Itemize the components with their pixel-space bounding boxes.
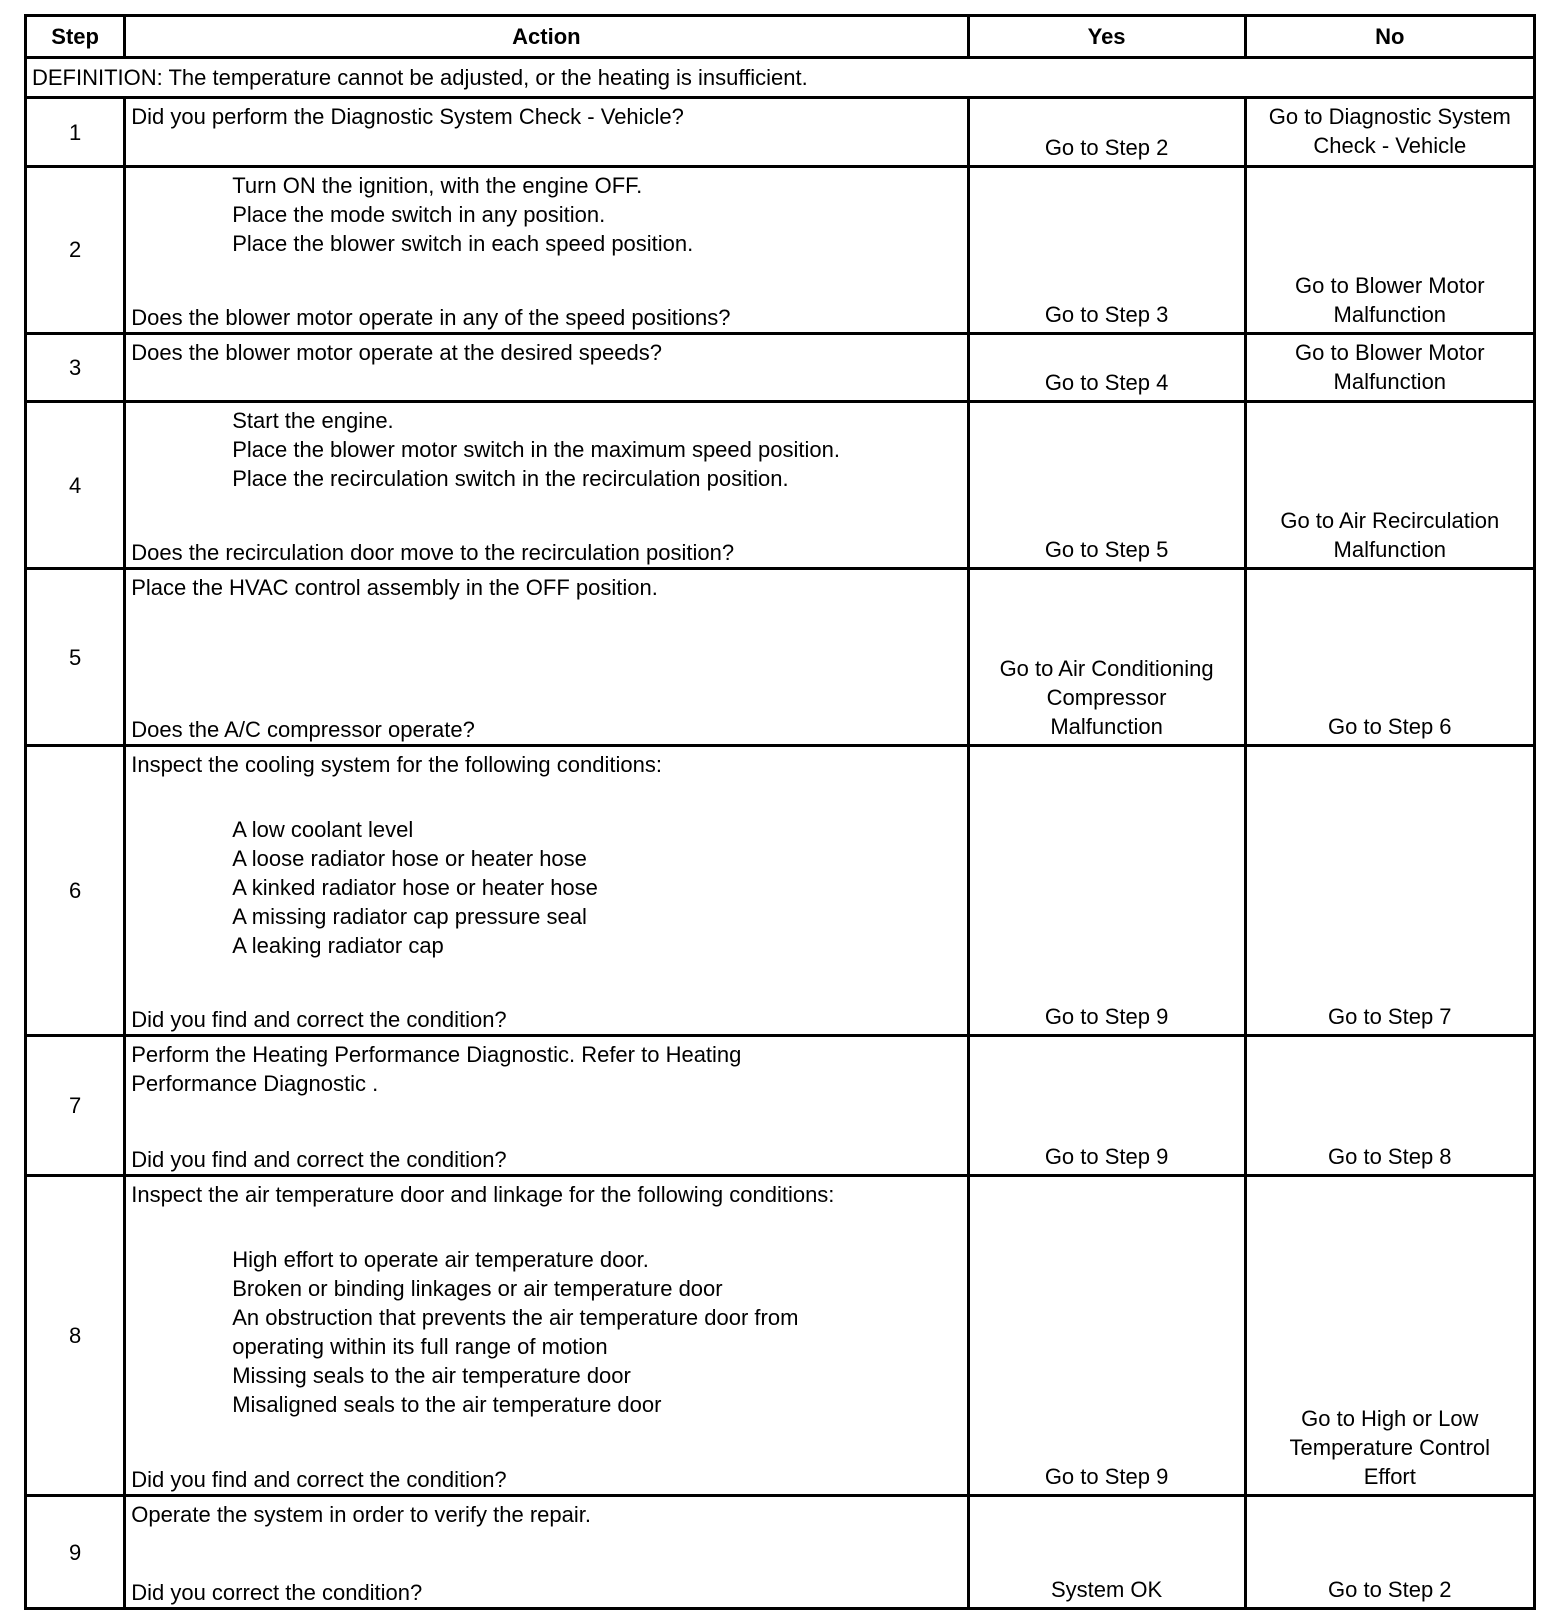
action-step: A kinked radiator hose or heater hose (232, 875, 598, 901)
step-number: 7 (26, 1035, 125, 1176)
action-cell (125, 569, 968, 746)
yes-text: Go to Air Conditioning (999, 656, 1214, 682)
action-steps (131, 1245, 966, 1419)
no-text: Temperature Control (1289, 1435, 1491, 1461)
yes-text: Go to Step 9 (1044, 1003, 1169, 1029)
action-cell (125, 333, 968, 401)
action-question: Does the A/C compressor operate? (131, 717, 475, 743)
no-text: Effort (1363, 1464, 1416, 1490)
yes-cell (968, 333, 1245, 401)
action-question: Did you find and correct the condition? (131, 1467, 507, 1493)
yes-cell (968, 1176, 1245, 1496)
header-row (26, 16, 1535, 58)
action-step: Turn ON the ignition, with the engine OFF. (232, 172, 643, 198)
no-cell (1245, 166, 1534, 333)
no-text: Malfunction (1333, 301, 1447, 327)
action-text: Performance Diagnostic . (131, 1070, 379, 1096)
table-row (26, 1035, 1535, 1176)
table-row (26, 1496, 1535, 1609)
table-row (26, 569, 1535, 746)
action-step: Place the blower switch in each speed position. (232, 230, 694, 256)
action-cell (125, 98, 968, 166)
table-row (26, 1176, 1535, 1496)
action-step: A low coolant level (232, 817, 414, 843)
no-cell (1245, 1176, 1534, 1496)
action-step: Place the mode switch in any position. (232, 201, 606, 227)
yes-text: Malfunction (1050, 714, 1163, 740)
yes-cell (968, 98, 1245, 166)
action-text: Perform the Heating Performance Diagnostic. Refer to Heating (131, 1041, 742, 1067)
action-cell (125, 166, 968, 333)
step-number: 2 (26, 166, 125, 333)
definition-text: DEFINITION: The temperature cannot be adjusted, or the heating is insufficient. (26, 58, 1535, 98)
action-cell (125, 1176, 968, 1496)
action-step: Start the engine. (232, 408, 394, 434)
action-text: Place the HVAC control assembly in the OFF position. (131, 575, 658, 601)
action-steps (131, 171, 966, 258)
header-yes: Yes (968, 16, 1245, 58)
table-row (26, 746, 1535, 1036)
step-number: 3 (26, 333, 125, 401)
yes-cell (968, 1496, 1245, 1609)
step-number: 8 (26, 1176, 125, 1496)
yes-text: Go to Step 9 (1044, 1464, 1169, 1490)
action-step: Misaligned seals to the air temperature door (232, 1392, 662, 1418)
action-question: Did you find and correct the condition? (131, 1147, 507, 1173)
no-text: Malfunction (1333, 368, 1447, 394)
table-row (26, 333, 1535, 401)
diagnostic-table (24, 14, 1536, 1610)
action-step: A missing radiator cap pressure seal (232, 904, 587, 930)
action-cell (125, 1496, 968, 1609)
no-cell (1245, 1496, 1534, 1609)
action-question: Did you correct the condition? (131, 1580, 423, 1605)
yes-text: Go to Step 5 (1044, 537, 1169, 563)
no-text: Go to Step 7 (1328, 1003, 1452, 1029)
action-step: An obstruction that prevents the air temperature door from (232, 1305, 799, 1331)
step-number: 5 (26, 569, 125, 746)
header-step: Step (26, 16, 125, 58)
table-row (26, 402, 1535, 569)
yes-cell (968, 402, 1245, 569)
no-text: Go to Step 8 (1328, 1144, 1452, 1170)
no-text: Go to Blower Motor (1295, 339, 1485, 365)
yes-cell (968, 166, 1245, 333)
no-cell (1245, 569, 1534, 746)
action-steps (131, 406, 966, 493)
action-step: A leaking radiator cap (232, 933, 444, 959)
yes-text: Compressor (1046, 685, 1167, 711)
action-step: operating within its full range of motion (232, 1334, 608, 1360)
action-step: Missing seals to the air temperature door (232, 1363, 631, 1389)
action-question: Does the recirculation door move to the recirculation position? (131, 540, 735, 566)
no-text: Go to High or Low (1301, 1406, 1479, 1432)
header-no: No (1245, 16, 1534, 58)
step-number: 4 (26, 402, 125, 569)
table-row (26, 98, 1535, 166)
step-number: 1 (26, 98, 125, 166)
action-text: Operate the system in order to verify the repair. (131, 1502, 591, 1528)
yes-cell (968, 569, 1245, 746)
yes-text: Go to Step 4 (1044, 370, 1169, 396)
table-row (26, 166, 1535, 333)
yes-text: System OK (1050, 1577, 1163, 1602)
action-text: Inspect the air temperature door and linkage for the following conditions: (131, 1182, 835, 1208)
action-steps (131, 815, 966, 960)
action-step: Place the blower motor switch in the maximum speed position. (232, 437, 840, 463)
action-text: Does the blower motor operate at the desired speeds? (131, 339, 662, 365)
step-number: 6 (26, 746, 125, 1036)
no-cell (1245, 1035, 1534, 1176)
action-text: Inspect the cooling system for the following conditions: (131, 752, 662, 778)
action-question: Does the blower motor operate in any of the speed positions? (131, 304, 731, 330)
definition-row (26, 58, 1535, 98)
action-step: Place the recirculation switch in the recirculation position. (232, 466, 789, 492)
action-step: A loose radiator hose or heater hose (232, 846, 587, 872)
action-question: Did you find and correct the condition? (131, 1006, 507, 1032)
yes-text: Go to Step 3 (1044, 301, 1169, 327)
header-action: Action (125, 16, 968, 58)
step-number: 9 (26, 1496, 125, 1609)
action-text: Did you perform the Diagnostic System Check - Vehicle? (131, 104, 684, 130)
action-cell (125, 746, 968, 1036)
no-text: Go to Diagnostic System (1268, 104, 1511, 130)
no-cell (1245, 746, 1534, 1036)
yes-text: Go to Step 2 (1044, 134, 1169, 160)
no-text: Go to Air Recirculation (1280, 508, 1500, 534)
action-cell (125, 402, 968, 569)
yes-cell (968, 746, 1245, 1036)
no-text: Go to Step 2 (1328, 1577, 1452, 1602)
yes-cell (968, 1035, 1245, 1176)
action-step: Broken or binding linkages or air temperature door (232, 1276, 723, 1302)
no-cell (1245, 98, 1534, 166)
no-text: Go to Blower Motor (1295, 272, 1485, 298)
action-cell (125, 1035, 968, 1176)
no-text: Go to Step 6 (1328, 714, 1452, 740)
no-text: Check - Vehicle (1313, 133, 1467, 159)
no-cell (1245, 402, 1534, 569)
yes-text: Go to Step 9 (1044, 1144, 1169, 1170)
no-text: Malfunction (1333, 537, 1447, 563)
action-step: High effort to operate air temperature door. (232, 1247, 649, 1273)
no-cell (1245, 333, 1534, 401)
